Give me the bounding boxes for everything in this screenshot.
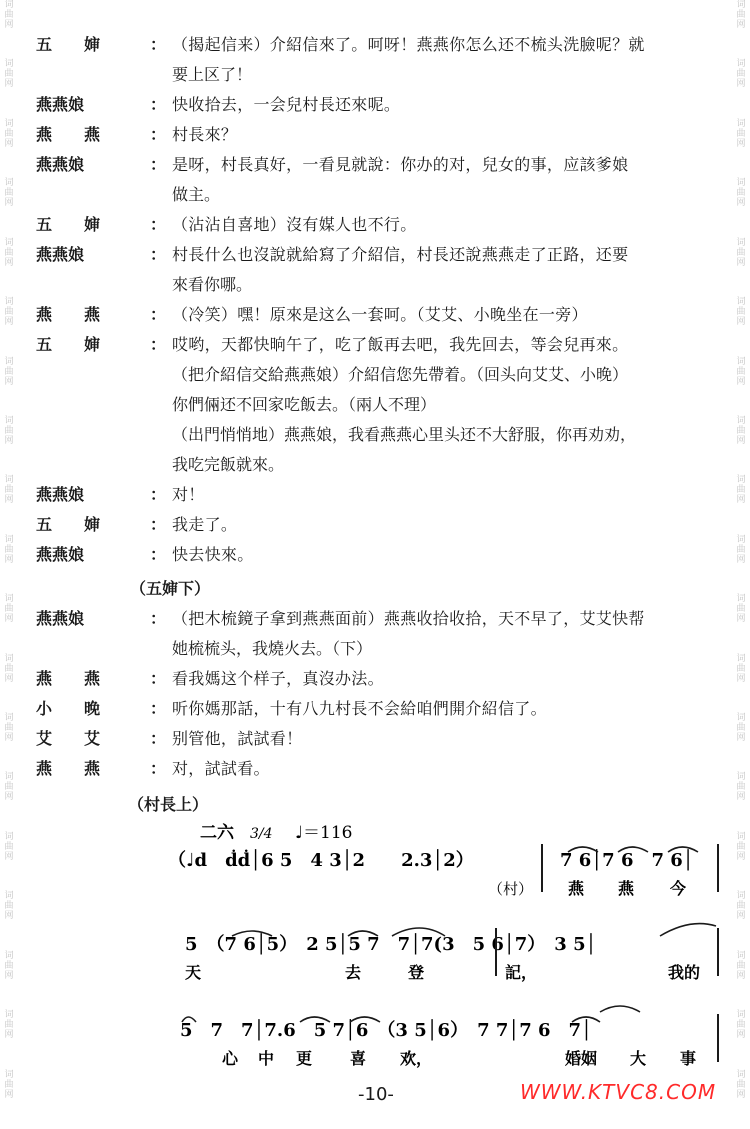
score-row-1-lyric-2: 燕 [568,879,585,898]
watermark-char: 词 [736,594,746,605]
watermark-char: 词 [736,772,746,783]
watermark-glyph-group [4,416,13,475]
watermark-char: 网 [736,317,746,328]
watermark-glyph-group [736,119,745,178]
watermark-char: 词 [4,950,14,961]
watermark-char: 曲 [736,128,746,139]
stage-direction-text: （五婶下） [130,579,211,598]
watermark-char: 词 [736,891,746,902]
watermark-char: 曲 [4,604,14,615]
watermark-char: 词 [736,237,746,248]
watermark-char: 网 [736,198,746,209]
watermark-char: 曲 [4,307,14,318]
speaker-name: 五 婶 [36,335,101,354]
watermark-char: 词 [4,831,14,842]
watermark-glyph-group [736,178,745,237]
watermark-char: 网 [4,495,14,506]
watermark-char: 词 [4,891,14,902]
page-number: -10- [358,1084,394,1105]
watermark-glyph-group [4,238,13,297]
watermark-char: 网 [736,733,746,744]
watermark-char: 曲 [736,188,746,199]
score-row-2-lyric-5: 我的 [668,963,701,982]
speech-continuation-text: 做主。 [172,185,221,204]
speech-continuation-text: （把介紹信交給燕燕娘）介紹信您先帶着。（回头向艾艾、小晚） [172,365,629,384]
watermark-char: 网 [4,911,14,922]
speaker-name: 燕燕娘 [36,95,85,114]
score-row-1-lyric-4: 今 [670,879,687,898]
score-row-2-lyric-1: 天 [185,963,202,982]
watermark-glyph-group [4,119,13,178]
slur [660,924,716,936]
score-row-3-lyric-1: 心 [222,1049,239,1068]
slur [600,1006,640,1012]
watermark-char: 网 [4,1089,14,1100]
watermark-char: 词 [4,297,14,308]
watermark-char: 词 [4,475,14,486]
speech-continuation-text: 要上区了！ [172,65,253,84]
watermark-char: 曲 [4,723,14,734]
watermark-glyph-group [736,238,745,297]
watermark-glyph-group [736,713,745,772]
speech-text: 村長來？ [172,125,238,144]
watermark-char: 网 [4,257,14,268]
watermark-char: 网 [736,1089,746,1100]
watermark-char: 曲 [736,1079,746,1090]
speaker-colon: ： [150,305,167,324]
watermark-char: 词 [4,772,14,783]
watermark-char: 词 [736,653,746,664]
speaker-name: 燕 燕 [36,669,101,688]
score-row-1-lyric-3: 燕 [618,879,635,898]
watermark-char: 词 [4,178,14,189]
speaker-name: 小 晚 [36,699,101,718]
watermark-char: 网 [736,911,746,922]
score-row-3-lyric-5: 欢， [400,1049,433,1068]
watermark-char: 网 [4,138,14,149]
watermark-char: 曲 [736,663,746,674]
watermark-char: 网 [4,614,14,625]
watermark-char: 网 [736,138,746,149]
watermark-char: 曲 [736,604,746,615]
watermark-glyph-group [4,297,13,356]
watermark-glyph-group [4,713,13,772]
watermark-char: 词 [4,713,14,724]
speaker-name: 燕 燕 [36,305,101,324]
score-row-3-lyric-7: 大 [630,1049,647,1068]
speaker-colon: ： [150,155,167,174]
watermark-char: 网 [4,317,14,328]
watermark-char: 曲 [736,723,746,734]
watermark-glyph-group [736,0,745,59]
watermark-char: 曲 [4,425,14,436]
watermark-char: 曲 [4,128,14,139]
watermark-char: 网 [4,554,14,565]
watermark-char: 曲 [4,188,14,199]
speaker-colon: ： [150,759,167,778]
speech-text: 哎哟，天都快晌午了，吃了飯再去吧，我先回去，等会兒再來。 [172,335,629,354]
score-row-3-lyric-3: 更 [296,1049,313,1068]
watermark-char: 网 [736,614,746,625]
watermark-char: 词 [4,356,14,367]
watermark-char: 曲 [736,247,746,258]
watermark-char: 词 [4,534,14,545]
speaker-colon: ： [150,729,167,748]
watermark-char: 曲 [4,10,14,20]
speaker-colon: ： [150,125,167,144]
speaker-name: 燕燕娘 [36,485,85,504]
watermark-glyph-group [736,357,745,416]
watermark-char: 网 [736,1030,746,1041]
speech-text: 别管他，試試看！ [172,729,303,748]
speech-continuation-text: 她梳梳头，我燒火去。（下） [172,639,373,658]
score-row-2-lyric-3: 登 [408,963,425,982]
watermark-char: 词 [4,118,14,129]
score-row-1-notes: （♩d ḋḋ│6 5 4 3│2 2.3│2） [168,850,474,871]
watermark-char: 曲 [736,69,746,80]
watermark-char: 曲 [4,960,14,971]
site-watermark: WWW.KTVC8.COM [520,1080,717,1104]
watermark-char: 词 [4,415,14,426]
watermark-glyph-group [736,475,745,534]
watermark-char: 曲 [4,663,14,674]
speaker-colon: ： [150,335,167,354]
speech-text: 对，試試看。 [172,759,270,778]
score-row-2-notes: 5 （7 6│5） 2 5│5 7 7│7(3 5 6│7） 3 5│ [185,934,597,955]
speaker-name: 五 婶 [36,35,101,54]
watermark-char: 词 [4,594,14,605]
watermark-glyph-group [736,594,745,653]
watermark-glyph-group [736,535,745,594]
watermark-char: 网 [736,673,746,684]
watermark-glyph-group [4,654,13,713]
speech-continuation-text: 我吃完飯就來。 [172,455,285,474]
watermark-char: 曲 [736,485,746,496]
speech-text: （揭起信来）介紹信來了。呵呀！燕燕你怎么还不梳头洗臉呢？就 [172,35,645,54]
watermark-char: 词 [4,0,14,10]
watermark-char: 曲 [736,960,746,971]
watermark-char: 曲 [4,485,14,496]
watermark-char: 词 [736,297,746,308]
watermark-char: 词 [4,1010,14,1021]
speaker-name: 五 婶 [36,515,101,534]
watermark-char: 词 [4,237,14,248]
speech-text: 对！ [172,485,205,504]
watermark-char: 网 [4,198,14,209]
watermark-char: 网 [736,79,746,90]
music-score [0,800,750,1100]
stage-direction-text: （村長上） [128,795,209,814]
speech-text: 快去快來。 [172,545,254,564]
watermark-char: 曲 [736,1020,746,1031]
tempo-mark: ♩＝116 [295,823,353,843]
watermark-char: 词 [736,950,746,961]
watermark-char: 网 [736,435,746,446]
watermark-char: 词 [736,1010,746,1021]
watermark-char: 曲 [4,544,14,555]
speech-continuation-text: （出門悄悄地）燕燕娘，我看燕燕心里头还不大舒服，你再劝劝， [172,425,637,444]
speaker-colon: ： [150,545,167,564]
watermark-char: 词 [736,534,746,545]
watermark-glyph-group [4,59,13,118]
watermark-char: 曲 [4,841,14,852]
watermark-char: 曲 [4,1020,14,1031]
score-row-3-lyric-4: 喜 [350,1049,367,1068]
watermark-glyph-group [4,475,13,534]
speech-continuation-text: 來看你哪。 [172,275,253,294]
watermark-char: 网 [736,20,746,30]
score-row-1-lyric-1: （村） [488,880,534,898]
speaker-colon: ： [150,515,167,534]
speech-text: 我走了。 [172,515,238,534]
watermark-char: 曲 [4,366,14,377]
watermark-char: 曲 [4,1079,14,1090]
watermark-char: 词 [736,356,746,367]
watermark-char: 网 [736,376,746,387]
speaker-colon: ： [150,95,167,114]
watermark-char: 网 [736,792,746,803]
speaker-colon: ： [150,485,167,504]
score-row-3-lyric-2: 中 [258,1049,275,1068]
speaker-colon: ： [150,609,167,628]
watermark-glyph-group [736,59,745,118]
watermark-char: 曲 [736,782,746,793]
watermark-char: 网 [4,435,14,446]
watermark-glyph-group [736,416,745,475]
speaker-name: 燕燕娘 [36,545,85,564]
speaker-name: 艾 艾 [36,729,101,748]
watermark-char: 网 [736,970,746,981]
speech-continuation-text: 你們倆还不回家吃飯去。（兩人不理） [172,395,437,414]
watermark-glyph-group [4,0,13,59]
watermark-glyph-group [4,535,13,594]
speaker-colon: ： [150,669,167,688]
watermark-char: 词 [736,118,746,129]
watermark-char: 网 [4,20,14,30]
watermark-char: 网 [736,554,746,565]
watermark-char: 网 [4,376,14,387]
watermark-char: 曲 [4,901,14,912]
watermark-char: 网 [736,495,746,506]
speaker-colon: ： [150,699,167,718]
watermark-char: 曲 [736,307,746,318]
watermark-char: 网 [4,673,14,684]
watermark-char: 词 [736,0,746,10]
watermark-glyph-group [736,297,745,356]
watermark-char: 词 [4,59,14,70]
watermark-glyph-group [4,357,13,416]
speaker-name: 燕燕娘 [36,609,85,628]
speech-text: 是呀，村長真好，一看見就說：你办的对，兒女的事，应該爹娘 [172,155,629,174]
watermark-char: 曲 [736,10,746,20]
score-row-3-lyric-6: 婚姻 [565,1049,598,1068]
watermark-char: 网 [4,970,14,981]
score-row-3-lyric-8: 事 [680,1049,697,1068]
score-row-2-lyric-4: 記， [505,963,538,982]
watermark-char: 网 [4,851,14,862]
watermark-char: 曲 [736,841,746,852]
speaker-name: 燕 燕 [36,125,101,144]
watermark-char: 曲 [4,247,14,258]
watermark-char: 词 [4,1069,14,1080]
speaker-name: 燕燕娘 [36,155,85,174]
watermark-char: 曲 [4,782,14,793]
speaker-name: 燕 燕 [36,759,101,778]
watermark-char: 词 [736,415,746,426]
speech-text: （沾沾自喜地）沒有媒人也不行。 [172,215,417,234]
watermark-char: 词 [736,831,746,842]
speaker-name: 燕燕娘 [36,245,85,264]
watermark-char: 曲 [736,425,746,436]
speaker-name: 五 婶 [36,215,101,234]
watermark-char: 网 [736,257,746,268]
watermark-char: 网 [4,733,14,744]
watermark-char: 词 [736,475,746,486]
score-row-3-notes: 5 7 7│7.6 5 7│6 （3 5│6） 7 7│7 6 7│ [180,1020,592,1041]
watermark-char: 曲 [4,69,14,80]
watermark-char: 网 [736,851,746,862]
speech-text: 快收拾去，一会兒村長还來呢。 [172,95,401,114]
score-row-1-right: 7 6│7 6 7 6│ [560,850,694,871]
watermark-char: 曲 [736,544,746,555]
watermark-glyph-group [736,654,745,713]
speech-text: 看我媽这个样子，真沒办法。 [172,669,384,688]
watermark-char: 曲 [736,901,746,912]
watermark-char: 网 [4,1030,14,1041]
watermark-char: 词 [4,653,14,664]
speech-text: 村長什么也沒說就給寫了介紹信，村長还說燕燕走了正路，还要 [172,245,629,264]
watermark-char: 网 [4,792,14,803]
speaker-colon: ： [150,245,167,264]
time-signature: 3/4 [250,826,273,842]
watermark-char: 曲 [736,366,746,377]
speech-text: （冷笑）嘿！原來是这么一套呵。（艾艾、小晚坐在一旁） [172,305,588,324]
score-number: 二六 [200,823,234,843]
watermark-glyph-group [4,594,13,653]
speech-text: 听你媽那話，十有八九村長不会給咱們開介紹信了。 [172,699,547,718]
watermark-char: 网 [4,79,14,90]
watermark-char: 词 [736,59,746,70]
watermark-char: 词 [736,1069,746,1080]
score-row-2-lyric-2: 去 [345,963,362,982]
speech-text: （把木梳鏡子拿到燕燕面前）燕燕收拾收拾，天不早了，艾艾快帮 [172,609,645,628]
speaker-colon: ： [150,35,167,54]
watermark-char: 词 [736,178,746,189]
speaker-colon: ： [150,215,167,234]
watermark-char: 词 [736,713,746,724]
watermark-glyph-group [4,178,13,237]
